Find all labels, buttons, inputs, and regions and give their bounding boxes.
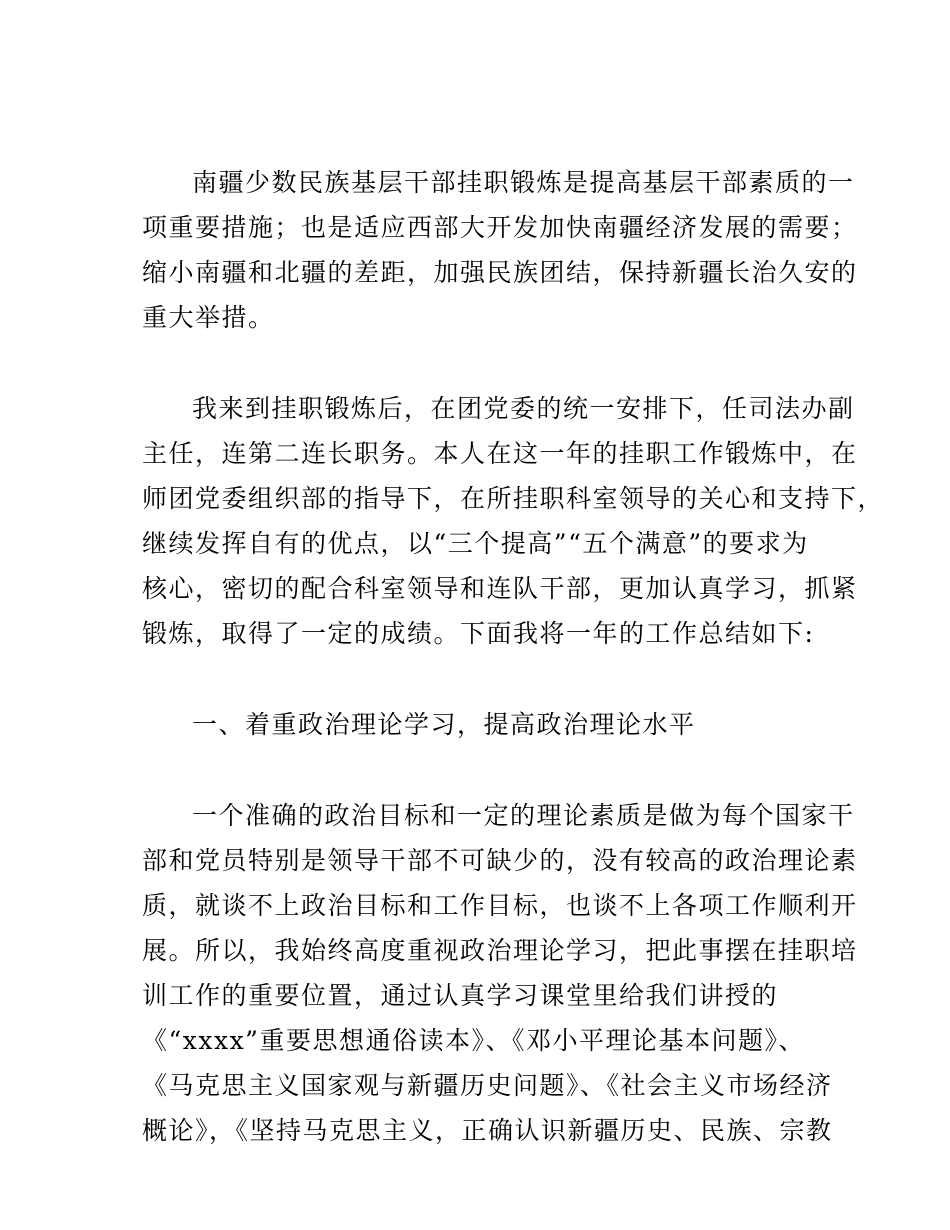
text-line: 展。所以，我始终高度重视政治理论学习，把此事摆在挂职培 — [142, 936, 858, 965]
text-line: 锻炼，取得了一定的成绩。下面我将一年的工作总结如下: — [142, 619, 815, 648]
paragraph-spacer — [142, 747, 828, 793]
text-line: 训工作的重要位置，通过认真学习课堂里给我们讲授的 — [142, 981, 779, 1010]
paragraph-spacer — [142, 656, 828, 702]
text-line: 南疆少数民族基层干部挂职锻炼是提高基层干部素质的一 — [192, 168, 855, 197]
text-line: 一个准确的政治目标和一定的理论素质是做为每个国家干 — [192, 801, 855, 830]
text-line: 部和党员特别是领导干部不可缺少的，没有较高的政治理论素 — [142, 846, 858, 875]
paragraph-theory-study — [142, 793, 858, 1153]
section-heading — [142, 702, 828, 747]
section-heading-text: 一、着重政治理论学习，提高政治理论水平 — [192, 710, 696, 739]
paragraph-arrival — [142, 386, 885, 656]
text-line: 缩小南疆和北疆的差距，加强民族团结，保持新疆长治久安的 — [142, 258, 858, 287]
text-line: 核心，密切的配合科室领导和连队干部，更加认真学习，抓紧 — [142, 574, 858, 603]
text-line: 质，就谈不上政治目标和工作目标，也谈不上各项工作顺利开 — [142, 891, 858, 920]
text-line: 项重要措施；也是适应西部大开发加快南疆经济发展的需要； — [142, 213, 858, 242]
paragraph-intro — [142, 160, 858, 340]
document-body — [142, 160, 885, 1153]
text-line: 继续发挥自有的优点，以“三个提高”“五个满意”的要求为 — [142, 529, 809, 558]
text-line: 《“xxxx”重要思想通俗读本》、《邓小平理论基本问题》、 — [142, 1026, 805, 1055]
text-line: 师团党委组织部的指导下，在所挂职科室领导的关心和支持下， — [142, 484, 885, 513]
text-line: 主任，连第二连长职务。本人在这一年的挂职工作锻炼中，在 — [142, 439, 858, 468]
text-line: 重大举措。 — [142, 303, 275, 332]
text-line: 我来到挂职锻炼后，在团党委的统一安排下，任司法办副 — [192, 394, 855, 423]
text-line: 概论》，《坚持马克思主义，正确认识新疆历史、民族、宗教 — [142, 1116, 833, 1145]
paragraph-spacer — [142, 340, 828, 386]
text-line: 《马克思主义国家观与新疆历史问题》、《社会主义市场经济 — [142, 1071, 833, 1100]
